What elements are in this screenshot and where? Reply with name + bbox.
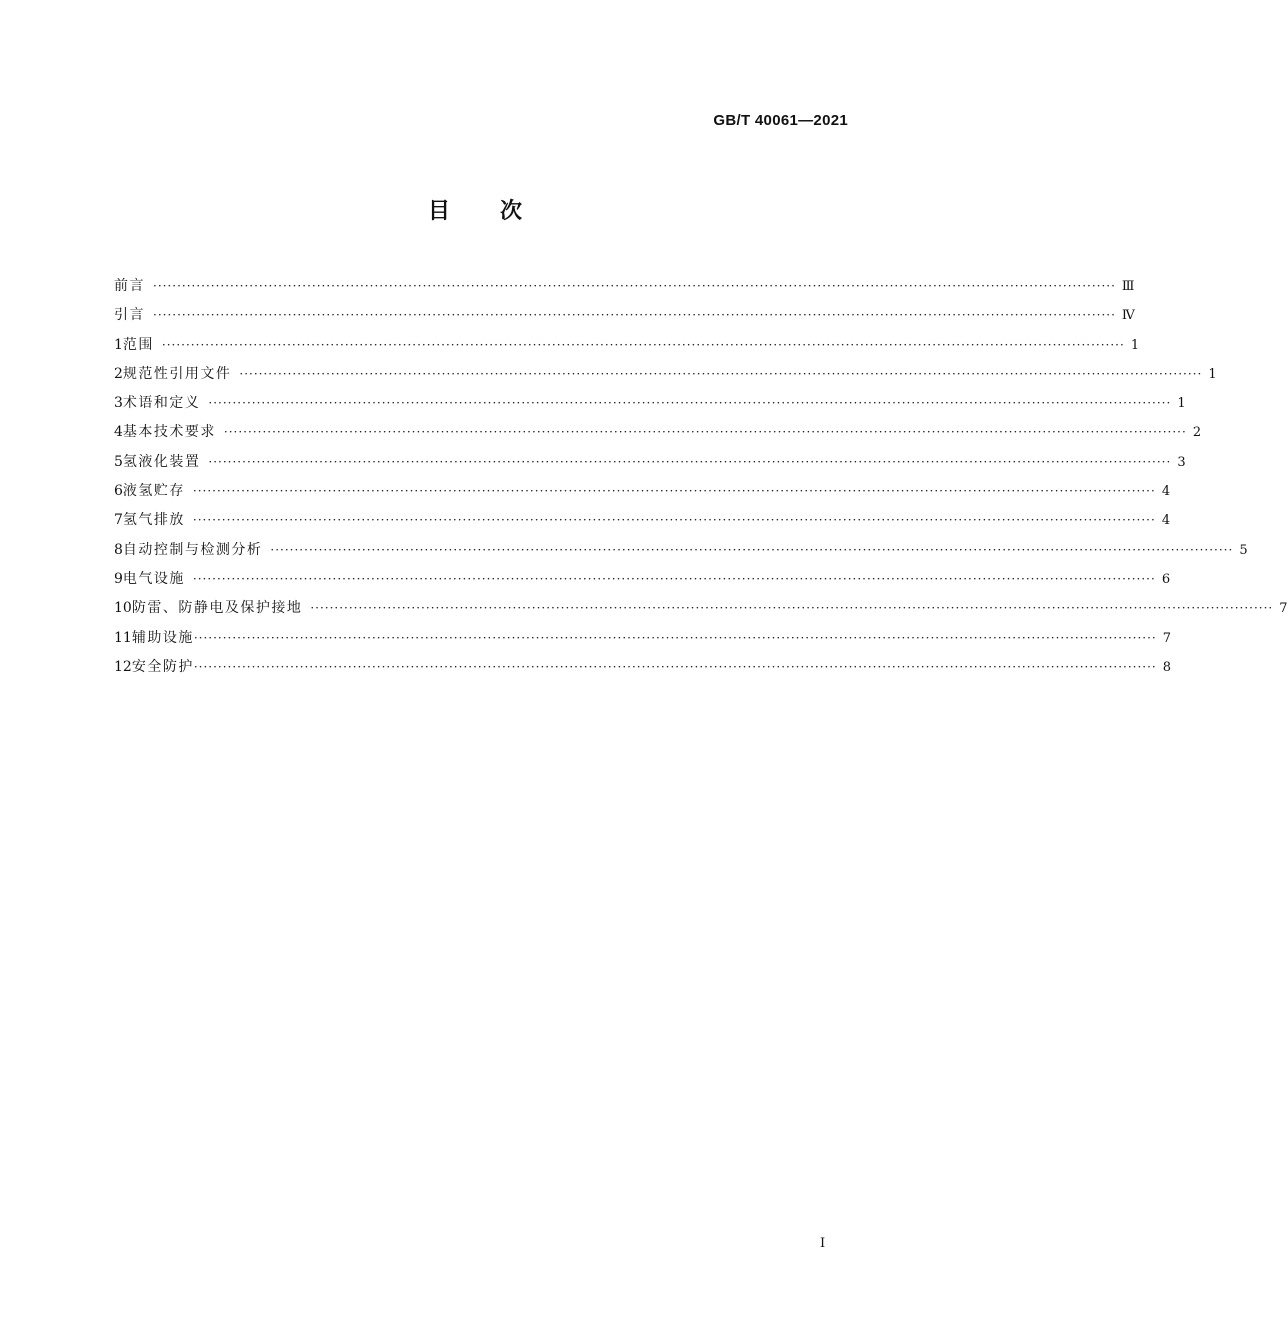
toc-entry-7[interactable] [114,506,1171,535]
standard-number: GB/T 40061—2021 [713,112,848,129]
toc-label: 电气设施 [122,570,185,587]
toc-number: 6 [114,483,123,500]
toc-label: 氢气排放 [122,512,185,529]
toc-entry-8[interactable] [114,536,1248,565]
toc-number: 3 [114,395,123,412]
toc-leader: ········································································································································································································ [310,601,1274,616]
toc-label: 范围 [122,336,154,353]
toc-page: 3 [1177,454,1186,470]
toc-page: 1 [1130,337,1140,353]
toc-label: 前言 [114,278,145,294]
toc-number: 9 [114,570,123,587]
toc-leader: ········································································································································································································ [192,571,1156,586]
toc-page: 6 [1161,571,1171,587]
toc-entry-4[interactable] [114,418,1202,447]
toc-leader: ········································································································································································································ [192,513,1156,528]
toc-page: 2 [1192,425,1202,441]
toc-entry-12[interactable] [114,653,1171,682]
toc-number: 10 [114,600,132,617]
toc-page: 4 [1161,484,1171,500]
toc-entry-foreword[interactable] [114,272,1135,301]
toc-label: 防雷、防静电及保护接地 [131,600,303,617]
toc-entry-10[interactable] [114,594,1288,623]
toc-label: 规范性引用文件 [122,365,232,382]
toc-page: 5 [1239,542,1248,558]
toc-number: 4 [114,424,123,441]
toc-page: Ⅳ [1121,308,1135,324]
toc-entry-3[interactable] [114,389,1186,418]
toc-number: 11 [114,629,132,646]
toc-leader: ········································································································································································································ [192,484,1156,499]
toc-number: 8 [114,541,123,558]
toc-entry-9[interactable] [114,565,1171,594]
toc-leader: ········································································································································································································ [208,396,1172,411]
toc-page: 1 [1208,366,1217,382]
toc-page: 1 [1177,396,1186,412]
toc-number: 12 [114,658,132,675]
toc-leader: ········································································································································································································ [193,659,1157,674]
toc-page: 7 [1162,630,1171,646]
toc-page: Ⅲ [1121,279,1135,294]
toc-entry-1[interactable] [114,331,1140,360]
toc-page: 7 [1279,601,1288,617]
toc-leader: ········································································································································································································ [193,630,1157,645]
toc-page: 4 [1161,513,1171,529]
table-of-contents [114,272,1288,682]
toc-label: 术语和定义 [122,395,201,412]
toc-label: 安全防护 [131,658,194,675]
toc-entry-introduction[interactable] [114,301,1135,330]
toc-entry-6[interactable] [114,477,1171,506]
toc-leader: ········································································································································································································ [161,337,1125,352]
toc-label: 自动控制与检测分析 [122,541,263,558]
page-folio: I [820,1236,826,1251]
toc-leader: ········································································································································································································ [208,454,1172,469]
toc-number: 1 [114,336,123,353]
toc-number: 7 [114,512,123,529]
toc-leader: ········································································································································································································ [153,279,1116,293]
page-title: 目次 [427,199,572,224]
toc-leader: ········································································································································································································ [153,308,1116,323]
toc-leader: ········································································································································································································ [239,366,1203,381]
toc-number: 5 [114,453,123,470]
toc-leader: ········································································································································································································ [223,425,1187,440]
toc-label: 液氢贮存 [122,483,185,500]
toc-label: 辅助设施 [131,629,194,646]
toc-label: 引言 [114,307,145,324]
toc-entry-11[interactable] [114,624,1171,653]
toc-label: 氢液化装置 [122,453,201,470]
toc-label: 基本技术要求 [122,424,216,441]
toc-page: 8 [1162,659,1171,675]
toc-entry-5[interactable] [114,448,1186,477]
toc-number: 2 [114,365,123,382]
toc-entry-2[interactable] [114,360,1217,389]
toc-leader: ········································································································································································································ [270,542,1234,557]
